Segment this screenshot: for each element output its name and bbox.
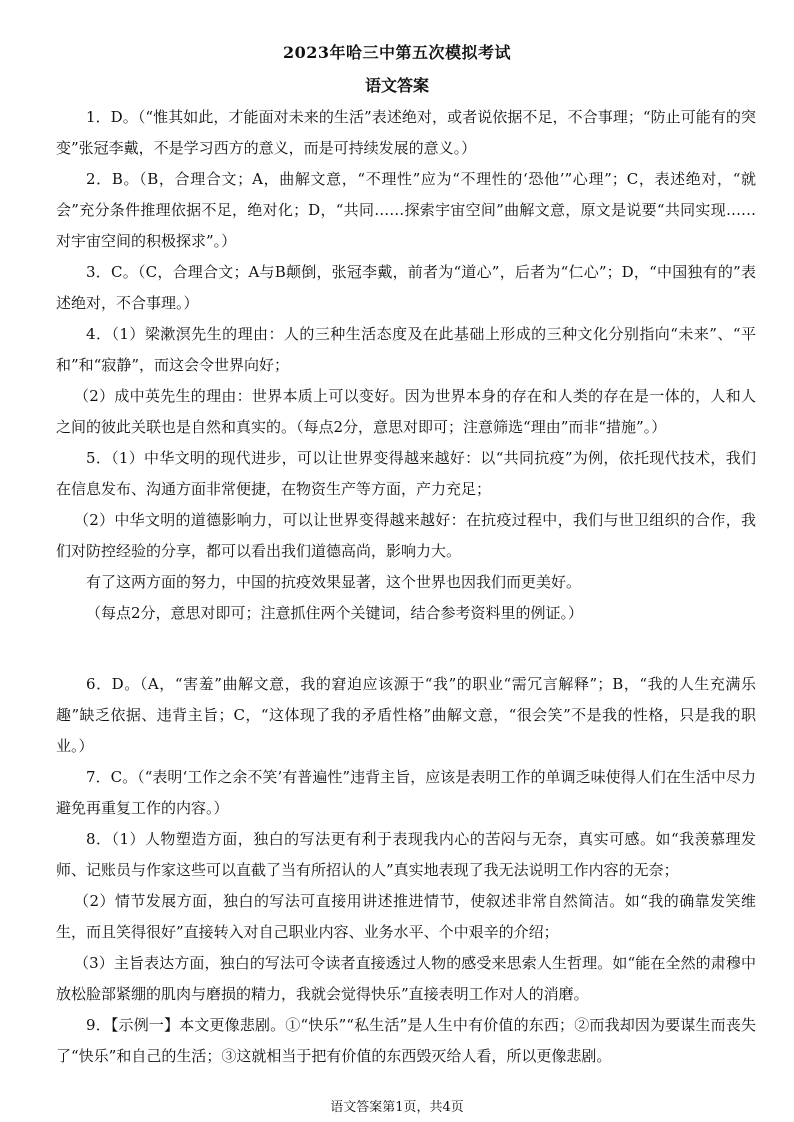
answer-5-summary: 有了这两方面的努力，中国的抗疫效果显著，这个世界也因我们而更美好。 xyxy=(86,573,582,591)
page-footer: 语文答案第1页，共4页 xyxy=(330,1100,464,1115)
answer-7: 7．C。（“表明‘工作之余不笑’有普遍性”违背主旨，应该是表明工作的单调乏味使得人们在生活中尽力避免再重复工作的内容。） xyxy=(56,768,756,817)
answer-9: 9．【示例一】本文更像悲剧。①“快乐”“私生活”是人生中有价值的东西；②而我却因为要谋生而丧失了“快乐”和自己的生活；③这就相当于把有价值的东西毁灭给人看，所以更像悲剧。 xyxy=(56,1016,756,1065)
answer-6: 6．D。（A，“害羞”曲解文意，我的窘迫应该源于“我”的职业“需冗言解释”；B，“我的人生充满乐趣”缺乏依据、违背主旨；C，“这体现了我的矛盾性格”曲解文意，“很会笑”不是我的性格，只是我的职业。） xyxy=(56,675,756,755)
section-gap xyxy=(56,629,756,669)
answer-5-scoring-note: （每点2分，意思对即可；注意抓住两个关键词，结合参考资料里的例证。） xyxy=(86,604,584,622)
answer-3: 3．C。（C，合理合文；A与B颠倒，张冠李戴，前者为“道心”，后者为“仁心”；D，“中国独有的”表述绝对，不合事理。） xyxy=(56,263,756,312)
answer-1: 1．D。（“惟其如此，才能面对未来的生活”表述绝对，或者说依据不足，不合事理；“防止可能有的突变”张冠李戴，不是学习西方的意义，而是可持续发展的意义。） xyxy=(56,108,756,157)
answer-4-point-1: 4．（1）梁漱溟先生的理由：人的三种生活态度及在此基础上形成的三种文化分别指向“未来”、“平和”和“寂静”，而这会令世界向好； xyxy=(56,325,756,374)
answer-body xyxy=(56,102,756,1072)
answer-8-point-1: 8．（1）人物塑造方面，独白的写法更有利于表现我内心的苦闷与无奈，真实可感。如“我羡慕理发师、记账员与作家这些可以直截了当有所招认的人”真实地表现了我无法说明工作内容的无奈； xyxy=(56,830,756,879)
answer-2: 2．B。（B，合理合文；A，曲解文意，“不理性”应为“不理性的‘恐他’”心理”；C，表述绝对，“就会”充分条件推理依据不足，绝对化；D，“共同……探索宇宙空间”曲解文意，原文是说要“共同实现……对宇宙空间的积极探求”。） xyxy=(56,170,756,250)
answer-5-point-2: （2）中华文明的道德影响力，可以让世界变得越来越好：在抗疫过程中，我们与世卫组织的合作，我们对防控经验的分享，都可以看出我们道德高尚，影响力大。 xyxy=(56,511,756,560)
answer-5-point-1: 5．（1）中华文明的现代进步，可以让世界变得越来越好：以“共同抗疫”为例，依托现代技术，我们在信息发布、沟通方面非常便捷，在物资生产等方面，产力充足； xyxy=(56,449,756,498)
document-subtitle: 语文答案 xyxy=(364,76,429,95)
answer-8-point-2: （2）情节发展方面，独白的写法可直接用讲述推进情节，使叙述非常自然简洁。如“我的确靠发笑维生，而且笑得很好”直接转入对自己职业内容、业务水平、个中艰辛的介绍； xyxy=(56,892,756,941)
answer-4-point-2: （2）成中英先生的理由：世界本质上可以变好。因为世界本身的存在和人类的存在是一体的，人和人之间的彼此关联也是自然和真实的。（每点2分，意思对即可；注意筛选“理由”而非“措施”。） xyxy=(56,387,756,436)
document-title: 2023年哈三中第五次模拟考试 xyxy=(282,43,512,62)
answer-8-point-3: （3）主旨表达方面，独白的写法可令读者直接透过人物的感受来思索人生哲理。如“能在全然的肃穆中放松脸部紧绷的肌肉与磨损的精力，我就会觉得快乐”直接表明工作对人的消磨。 xyxy=(56,954,756,1003)
